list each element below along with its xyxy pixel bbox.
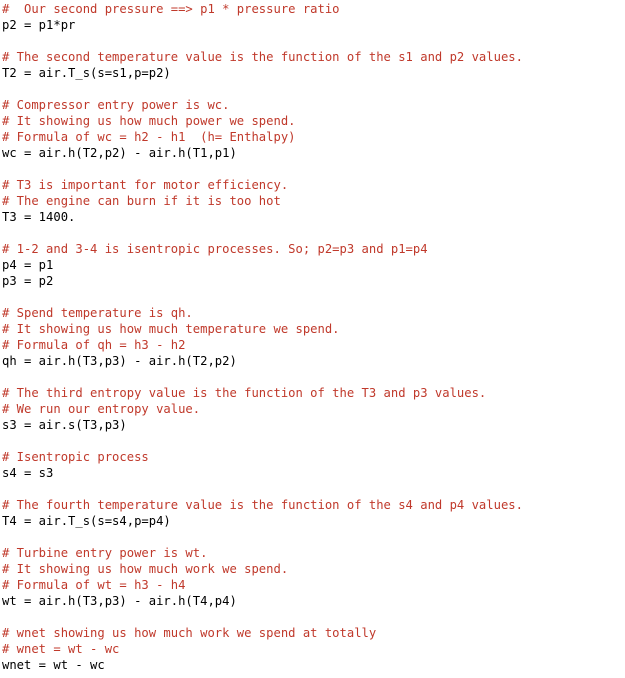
code-line: p2 = p1*pr bbox=[2, 18, 76, 32]
comment-line: # Formula of qh = h3 - h2 bbox=[2, 338, 186, 352]
blank-line bbox=[2, 529, 625, 545]
blank-line bbox=[2, 609, 625, 625]
comment-line: # The second temperature value is the function of the s1 and p2 values. bbox=[2, 50, 523, 64]
code-line: T4 = air.T_s(s=s4,p=p4) bbox=[2, 514, 171, 528]
comment-line: # Isentropic process bbox=[2, 450, 149, 464]
blank-line bbox=[2, 161, 625, 177]
blank-line bbox=[2, 433, 625, 449]
code-line: wt = air.h(T3,p3) - air.h(T4,p4) bbox=[2, 594, 237, 608]
comment-line: # Compressor entry power is wc. bbox=[2, 98, 230, 112]
blank-line bbox=[2, 81, 625, 97]
comment-line: # It showing us how much work we spend. bbox=[2, 562, 289, 576]
blank-line bbox=[2, 33, 625, 49]
code-line: p4 = p1 bbox=[2, 258, 54, 272]
comment-line: # 1-2 and 3-4 is isentropic processes. So; p2=p3 and p1=p4 bbox=[2, 242, 428, 256]
comment-line: # The fourth temperature value is the function of the s4 and p4 values. bbox=[2, 498, 523, 512]
code-line: wc = air.h(T2,p2) - air.h(T1,p1) bbox=[2, 146, 237, 160]
comment-line: # wnet = wt - wc bbox=[2, 642, 120, 656]
blank-line bbox=[2, 481, 625, 497]
code-lines bbox=[2, 1, 625, 673]
comment-line: # We run our entropy value. bbox=[2, 402, 201, 416]
comment-line: # The third entropy value is the function of the T3 and p3 values. bbox=[2, 386, 487, 400]
code-line: T3 = 1400. bbox=[2, 210, 76, 224]
code-line: T2 = air.T_s(s=s1,p=p2) bbox=[2, 66, 171, 80]
comment-line: # Our second pressure ==> p1 * pressure ratio bbox=[2, 2, 340, 16]
code-line: s3 = air.s(T3,p3) bbox=[2, 418, 127, 432]
blank-line bbox=[2, 225, 625, 241]
comment-line: # Formula of wc = h2 - h1 (h= Enthalpy) bbox=[2, 130, 296, 144]
comment-line: # Formula of wt = h3 - h4 bbox=[2, 578, 186, 592]
comment-line: # wnet showing us how much work we spend at totally bbox=[2, 626, 377, 640]
code-line: wnet = wt - wc bbox=[2, 658, 105, 672]
comment-line: # Spend temperature is qh. bbox=[2, 306, 193, 320]
blank-line bbox=[2, 289, 625, 305]
code-line: s4 = s3 bbox=[2, 466, 54, 480]
comment-line: # It showing us how much power we spend. bbox=[2, 114, 296, 128]
comment-line: # It showing us how much temperature we spend. bbox=[2, 322, 340, 336]
comment-line: # T3 is important for motor efficiency. bbox=[2, 178, 289, 192]
code-line: qh = air.h(T3,p3) - air.h(T2,p2) bbox=[2, 354, 237, 368]
code-line: p3 = p2 bbox=[2, 274, 54, 288]
blank-line bbox=[2, 369, 625, 385]
comment-line: # Turbine entry power is wt. bbox=[2, 546, 208, 560]
comment-line: # The engine can burn if it is too hot bbox=[2, 194, 281, 208]
